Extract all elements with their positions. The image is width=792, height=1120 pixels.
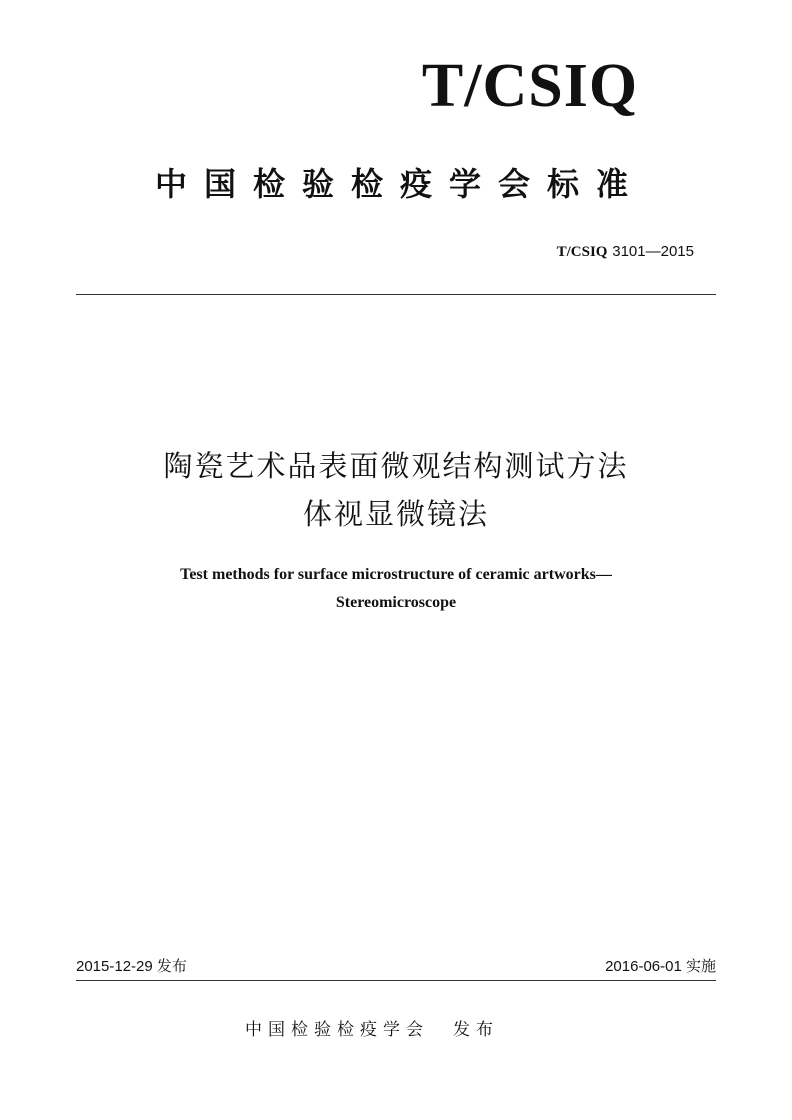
chinese-title-line-2: 体视显微镜法 [302,497,489,531]
english-title-line-1: Test methods for surface microstructure of ceramic artworks— [180,566,612,583]
standard-code-prefix: T/CSIQ [556,244,608,260]
org-standard-title: 中国检验检疫学会标准 [154,165,645,203]
standard-code [557,240,694,263]
chinese-title-line-1: 陶瓷艺术品表面微观结构测试方法 [163,449,629,483]
publisher-line [245,1018,499,1042]
header-divider [76,294,716,295]
standard-logo: T/CSIQ [421,52,639,120]
publisher-action: 发布 [453,1020,499,1040]
implementation-date: 2016-06-01 实施 [605,958,716,975]
issue-date: 2015-12-29 发布 [76,958,187,975]
standard-code-number: 3101—2015 [612,243,694,260]
publisher-name: 中国检验检疫学会 [245,1020,429,1040]
footer-divider [76,980,716,981]
english-title-line-2: Stereomicroscope [335,594,457,611]
